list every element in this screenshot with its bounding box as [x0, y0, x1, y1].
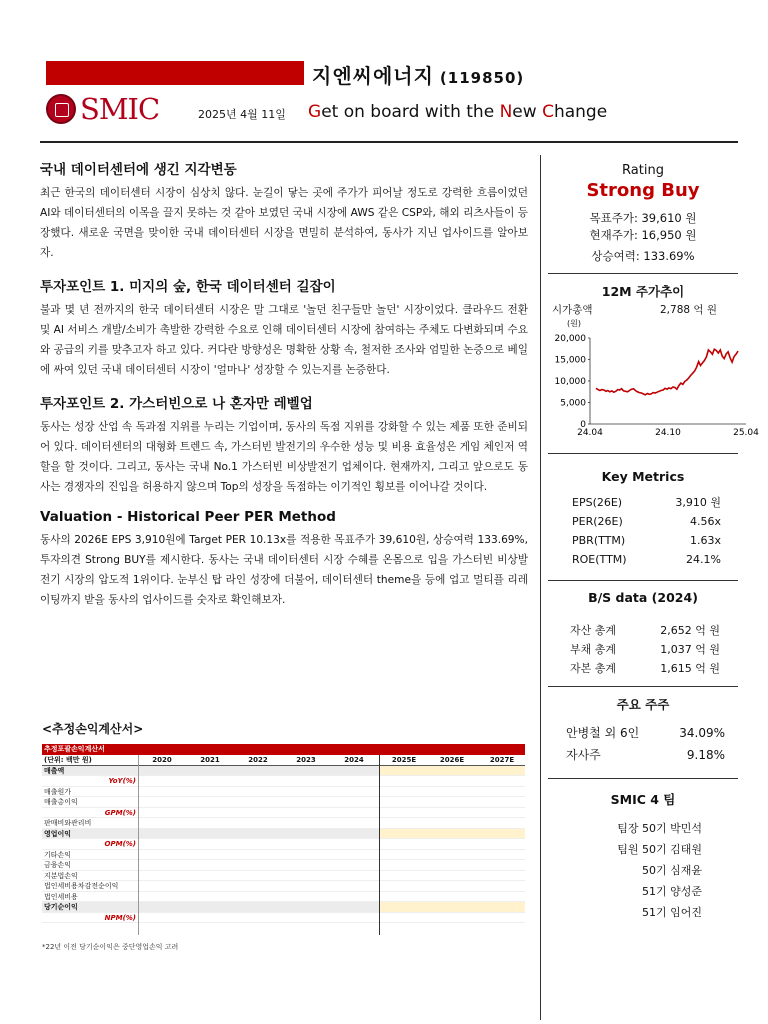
- section-point-1: [40, 275, 528, 380]
- row-label: 지분법손익: [44, 871, 78, 880]
- row-estimate-cells: [380, 871, 525, 881]
- section-valuation: [40, 509, 528, 610]
- section-title: 국내 데이터센터에 생긴 지각변동: [40, 162, 237, 178]
- section-title: 투자포인트 1. 미지의 숲, 한국 데이터센터 길잡이: [40, 279, 336, 295]
- divider: [548, 686, 738, 687]
- row-label: NPM(%): [104, 913, 136, 922]
- table-row: [42, 776, 525, 787]
- company-title: [312, 60, 524, 89]
- company-name: 지엔씨에너지: [312, 64, 434, 88]
- team-title: SMIC 4 팀: [610, 792, 676, 807]
- row-estimate-cells: [380, 766, 525, 776]
- table-year: 2022: [248, 756, 268, 764]
- metric-row: [548, 531, 738, 550]
- market-cap-value: 2,788 억 원: [660, 304, 718, 316]
- metric-value: 4.56x: [689, 515, 721, 528]
- table-year: 2021: [200, 756, 220, 764]
- y-tick-label: 5,000: [560, 398, 586, 409]
- upside: 상승여력: 133.69%: [591, 249, 695, 263]
- table-row: [42, 902, 525, 913]
- slogan: [308, 102, 607, 122]
- metric-name: PER(26E): [572, 515, 623, 528]
- metric-row: [548, 550, 738, 569]
- x-tick-label: 25.04: [733, 428, 759, 438]
- income-table-caption: <추정손익계산서>: [42, 722, 144, 736]
- report-date: 2025년 4월 11일: [198, 108, 286, 121]
- row-estimate-cells: [380, 860, 525, 870]
- row-label: 법인세비용차감전순이익: [44, 882, 119, 890]
- table-year: 2024: [344, 756, 364, 764]
- shareholder-name: 안병철 외 6인: [566, 726, 640, 740]
- table-header-bar: 추정포괄손익계산서: [42, 744, 525, 755]
- price-chart: [548, 328, 759, 438]
- bs-name: 자본 총계: [570, 662, 617, 675]
- bs-row: [548, 659, 738, 678]
- shareholder-name: 자사주: [566, 748, 601, 762]
- row-label: GPM(%): [104, 808, 136, 817]
- section-title: 투자포인트 2. 가스터빈으로 나 혼자만 레벨업: [40, 396, 313, 412]
- team-member: 51기 양성준: [642, 885, 702, 898]
- metric-name: EPS(26E): [572, 496, 623, 509]
- row-estimate-cells: [380, 808, 525, 818]
- section-title: Valuation - Historical Peer PER Method: [40, 509, 336, 525]
- section-body: 불과 몇 년 전까지의 한국 데이터센터 시장은 말 그대로 '놀던 친구들만 놀던' 시장이었다. 클라우드 전환 및 AI 서비스 개발/소비가 촉발한 강력한 수요로 인해 데이터센터 시장에 참여하는 주체도 다변화되며 수요와 공급의 키를 맞추고자 하고 있다. 커다란 방향성은 명확한 상황 속, 철저한 조사와 엄밀한 논증으로 베일에 싸여 있던 국내 데이터센터 시장이 '얼마나' 성장할 수 있는지를 논증한다.: [40, 304, 528, 376]
- row-estimate-cells: [380, 892, 525, 902]
- row-estimate-cells: [380, 787, 525, 797]
- x-tick-label: 24.10: [655, 428, 681, 438]
- section-point-2: [40, 392, 528, 497]
- slogan-part: N: [499, 102, 513, 122]
- smic-seal-icon: [46, 94, 76, 124]
- bs-data-list: [548, 621, 738, 678]
- table-row: [42, 766, 525, 777]
- metric-value: 1.63x: [689, 534, 721, 547]
- row-estimate-cells: [380, 839, 525, 849]
- row-label: 매출원가: [44, 787, 72, 796]
- table-year: 2020: [152, 756, 172, 764]
- row-estimate-cells: [380, 913, 525, 923]
- table-row: [42, 913, 525, 924]
- table-row: [42, 797, 525, 808]
- current-price: 현재주가: 16,950 원: [589, 228, 697, 242]
- shareholder-row: [548, 722, 738, 744]
- shareholder-share: 9.18%: [686, 748, 725, 762]
- table-row: [42, 860, 525, 871]
- section-body: 동사는 성장 산업 속 독과점 지위를 누리는 기업이며, 동사의 독점 지위를 강화할 수 있는 제품 또한 준비되어 있다. 데이터센터의 대형화 트렌드 속, 가스터빈 발전기의 우수한 성능 및 비용 효율성은 게임 체인저 역할을 할 것이다. 그리고, 동사는 국내 No.1 가스터빈 비상발전기 업체이다. 현재까지, 그리고 앞으로도 동사는 경쟁자의 진입을 허용하지 않으며 Top의 성장을 독점하는 이기적인 횡보를 이어나갈 것이다.: [40, 421, 528, 493]
- table-footnote: *22년 이전 당기순이익은 중단영업손익 고려: [42, 943, 179, 951]
- slogan-part: hange: [553, 102, 608, 122]
- metric-name: ROE(TTM): [572, 553, 627, 566]
- divider: [548, 580, 738, 581]
- row-estimate-cells: [380, 850, 525, 860]
- smic-logo-text: SMIC: [80, 92, 160, 126]
- bs-value: 1,615 억 원: [660, 662, 720, 675]
- section-body: 동사의 2026E EPS 3,910원에 Target PER 10.13x를 적용한 목표주가 39,610원, 상승여력 133.69%, 투자의견 Strong BUY를 제시한다. 동사는 국내 데이터센터 시장 수혜를 온몸으로 입을 가스터빈 비상발전기 시장의 압도적 1위이다. 눈부신 탑 라인 성장에 더불어, 데이터센터 theme을 등에 업고 멀티플 리레이팅까지 받을 동사의 업사이드를 숫자로 확인해보자.: [40, 534, 528, 606]
- y-tick-label: 20,000: [554, 334, 586, 344]
- company-code: (119850): [439, 69, 525, 87]
- team-member: 50기 심재윤: [642, 864, 702, 877]
- report-body: [40, 158, 528, 622]
- table-year: 2023: [296, 756, 316, 764]
- row-label: 영업이익: [44, 829, 72, 838]
- income-statement-table: [42, 744, 525, 923]
- rating-label: Rating: [622, 163, 664, 178]
- chart-ylabel: 시가총액: [552, 304, 593, 316]
- target-price: 목표주가: 39,610 원: [589, 211, 697, 225]
- table-row: [42, 839, 525, 850]
- row-estimate-cells: [380, 902, 525, 912]
- bs-value: 2,652 억 원: [660, 624, 720, 637]
- table-year: 2026E: [439, 756, 465, 764]
- table-row: [42, 850, 525, 861]
- bs-row: [548, 640, 738, 659]
- metric-value: 3,910 원: [675, 496, 721, 509]
- price-line: [596, 349, 738, 395]
- slogan-part: ew: [512, 102, 543, 122]
- metric-row: [548, 493, 738, 512]
- shareholders-title: 주요 주주: [616, 697, 670, 712]
- table-row: [42, 881, 525, 892]
- row-label: 판매비와관리비: [44, 819, 92, 827]
- team-member: 51기 임어진: [642, 906, 702, 919]
- metric-name: PBR(TTM): [572, 534, 626, 547]
- y-tick-label: 10,000: [554, 377, 586, 387]
- row-label: 매출액: [44, 766, 65, 775]
- table-estimate-divider: [379, 755, 380, 935]
- table-year: 2025E: [391, 756, 417, 764]
- row-label: YoY(%): [108, 777, 136, 785]
- chart-title: 12M 주가추이: [601, 284, 685, 299]
- bs-row: [548, 621, 738, 640]
- bs-name: 자산 총계: [570, 624, 617, 637]
- bs-name: 부채 총계: [570, 643, 617, 656]
- slogan-part: G: [308, 102, 322, 122]
- row-label: 기타손익: [44, 850, 72, 859]
- y-tick-label: 15,000: [554, 355, 586, 366]
- header-red-bar: [46, 61, 304, 85]
- header-divider: [40, 141, 738, 143]
- table-row: [42, 892, 525, 903]
- shareholder-share: 34.09%: [679, 726, 725, 740]
- rating-value: Strong Buy: [586, 180, 700, 201]
- y-tick-label: 0: [580, 420, 586, 430]
- section-overview: [40, 158, 528, 263]
- bs-value: 1,037 억 원: [660, 643, 720, 656]
- team-list: [548, 818, 738, 923]
- divider: [548, 273, 738, 274]
- table-year-row: [42, 755, 525, 766]
- row-estimate-cells: [380, 797, 525, 807]
- table-year: 2027E: [489, 756, 515, 764]
- metric-row: [548, 512, 738, 531]
- table-unit: (단위: 백만 원): [44, 756, 92, 764]
- row-label: 당기순이익: [44, 903, 78, 911]
- shareholder-row: [548, 744, 738, 766]
- row-label: 금융손익: [44, 861, 72, 869]
- slogan-part: et on board with the: [321, 102, 500, 122]
- price-block: [548, 210, 738, 265]
- row-label: OPM(%): [104, 840, 136, 848]
- table-row: [42, 871, 525, 882]
- table-row: [42, 787, 525, 798]
- team-member: 팀장 50기 박민석: [617, 822, 702, 835]
- table-row: [42, 829, 525, 840]
- team-member: 팀원 50기 김태원: [617, 843, 702, 856]
- table-row: [42, 808, 525, 819]
- table-label-divider: [138, 755, 139, 935]
- row-estimate-cells: [380, 776, 525, 786]
- slogan-part: C: [542, 102, 554, 122]
- row-estimate-cells: [380, 829, 525, 839]
- row-estimate-cells: [380, 818, 525, 828]
- key-metrics-list: [548, 493, 738, 569]
- shareholders-list: [548, 722, 738, 766]
- bs-data-title: B/S data (2024): [588, 590, 698, 605]
- chart-yunit: (원): [567, 319, 581, 328]
- smic-logo: [46, 92, 159, 126]
- column-divider: [540, 155, 541, 1020]
- table-row: [42, 818, 525, 829]
- divider: [548, 453, 738, 454]
- divider: [548, 778, 738, 779]
- section-body: 최근 한국의 데이터센터 시장이 심상치 않다. 눈길이 닿는 곳에 주가가 피어날 정도로 강력한 흐름이었던 AI와 데이터센터의 이목을 끌지 못하는 것 같아 보였던 국내 시장에 AWS 같은 CSP와, 해외 리츠사들이 등장했다. 새로운 국면을 맞이한 국내 데이터센터 시장을 면밀히 분석하여, 동사가 지닌 업사이드를 알아보자.: [40, 187, 528, 259]
- metric-value: 24.1%: [686, 553, 721, 566]
- key-metrics-title: Key Metrics: [601, 469, 685, 484]
- x-tick-label: 24.04: [577, 428, 603, 438]
- row-label: 매출총이익: [44, 798, 78, 806]
- row-label: 법인세비용: [44, 892, 78, 901]
- row-estimate-cells: [380, 881, 525, 891]
